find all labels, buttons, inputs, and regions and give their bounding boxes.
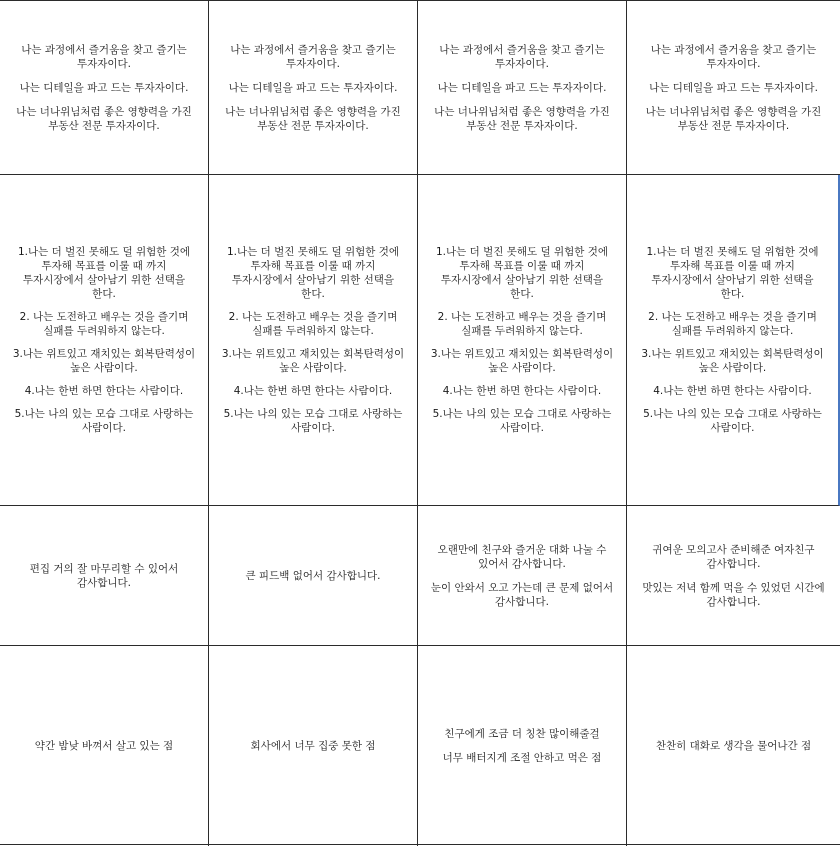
cell-paragraph: 나는 디테일을 파고 드는 투자자이다.: [19, 81, 189, 94]
cell-paragraph: 5.나는 나의 있는 모습 그대로 사랑하는 사람이다.: [432, 408, 612, 434]
table-cell[interactable]: [209, 1, 418, 175]
cell-paragraph: 3.나는 위트있고 재치있는 회복탄력성이 높은 사람이다.: [430, 348, 614, 374]
table-cell[interactable]: [627, 1, 840, 175]
cell-paragraph: 회사에서 너무 집중 못한 점: [250, 740, 376, 752]
cell-paragraph: 3.나는 위트있고 재치있는 회복탄력성이 높은 사람이다.: [12, 348, 196, 374]
cell-paragraph: 큰 피드백 없어서 감사합니다.: [245, 569, 381, 582]
table-cell[interactable]: [418, 1, 627, 175]
cell-paragraph: 찬찬히 대화로 생각을 물어나간 점: [655, 740, 812, 752]
cell-paragraph: 2. 나는 도전하고 배우는 것을 즐기며 실패를 두려워하지 않는다.: [648, 311, 817, 337]
cell-paragraph: 4.나는 한번 하면 한다는 사람이다.: [653, 385, 812, 397]
cell-paragraph: 5.나는 나의 있는 모습 그대로 사랑하는 사람이다.: [643, 408, 822, 434]
cell-paragraph: 2. 나는 도전하고 배우는 것을 즐기며 실패를 두려워하지 않는다.: [19, 311, 189, 337]
table-cell[interactable]: [0, 506, 209, 646]
cell-paragraph: 1.나는 더 벌진 못해도 덜 위험한 것에 투자해 목표를 이룰 때 까지 투자시장에서 살아남기 위한 선택을 한다.: [646, 246, 819, 300]
cell-paragraph: 나는 디테일을 파고 드는 투자자이다.: [649, 81, 818, 94]
cell-paragraph: 오랜만에 친구와 즐거운 대화 나눌 수 있어서 감사합니다.: [437, 543, 607, 570]
cell-paragraph: 2. 나는 도전하고 배우는 것을 즐기며 실패를 두려워하지 않는다.: [437, 311, 607, 337]
table-cell[interactable]: [627, 175, 840, 506]
cell-paragraph: 4.나는 한번 하면 한다는 사람이다.: [233, 385, 393, 397]
table-cell[interactable]: [209, 506, 418, 646]
cell-paragraph: 너무 배터지게 조절 안하고 먹은 점: [442, 752, 602, 764]
table-cell[interactable]: [0, 1, 209, 175]
cell-paragraph: 3.나는 위트있고 재치있는 회복탄력성이 높은 사람이다.: [221, 348, 405, 374]
cell-paragraph: 나는 너나위님처럼 좋은 영향력을 가진 부동산 전문 투자자이다.: [225, 105, 401, 132]
cell-paragraph: 4.나는 한번 하면 한다는 사람이다.: [442, 385, 602, 397]
cell-paragraph: 나는 과정에서 즐거움을 찾고 즐기는 투자자이다.: [650, 43, 817, 70]
table-cell[interactable]: [418, 175, 627, 506]
table-cell[interactable]: [209, 175, 418, 506]
cell-paragraph: 맛있는 저녁 함께 먹을 수 있었던 시간에 감사합니다.: [642, 581, 825, 608]
cell-paragraph: 4.나는 한번 하면 한다는 사람이다.: [24, 385, 184, 397]
cell-paragraph: 1.나는 더 벌진 못해도 덜 위험한 것에 투자해 목표를 이룰 때 까지 투자시장에서 살아남기 위한 선택을 한다.: [435, 246, 609, 300]
table-cell[interactable]: [627, 646, 840, 846]
cell-paragraph: 2. 나는 도전하고 배우는 것을 즐기며 실패를 두려워하지 않는다.: [228, 311, 398, 337]
cell-paragraph: 편집 거의 잘 마무리할 수 있어서 감사합니다.: [29, 562, 179, 589]
cell-paragraph: 나는 디테일을 파고 드는 투자자이다.: [228, 81, 398, 94]
cell-paragraph: 귀여운 모의고사 준비해준 여자친구 감사합니다.: [652, 543, 815, 570]
cell-paragraph: 3.나는 위트있고 재치있는 회복탄력성이 높은 사람이다.: [641, 348, 824, 374]
table-cell[interactable]: [418, 506, 627, 646]
cell-paragraph: 나는 과정에서 즐거움을 찾고 즐기는 투자자이다.: [230, 43, 396, 70]
cell-paragraph: 나는 과정에서 즐거움을 찾고 즐기는 투자자이다.: [439, 43, 605, 70]
table-cell[interactable]: [0, 175, 209, 506]
cell-paragraph: 1.나는 더 벌진 못해도 덜 위험한 것에 투자해 목표를 이룰 때 까지 투자시장에서 살아남기 위한 선택을 한다.: [17, 246, 191, 300]
cell-paragraph: 나는 너나위님처럼 좋은 영향력을 가진 부동산 전문 투자자이다.: [645, 105, 822, 132]
cell-paragraph: 친구에게 조금 더 칭찬 많이해줄걸: [444, 728, 600, 740]
cell-paragraph: 약간 밤낮 바껴서 살고 있는 점: [34, 740, 174, 752]
table-cell[interactable]: [0, 646, 209, 846]
cell-paragraph: 1.나는 더 벌진 못해도 덜 위험한 것에 투자해 목표를 이룰 때 까지 투자시장에서 살아남기 위한 선택을 한다.: [226, 246, 400, 300]
cell-paragraph: 5.나는 나의 있는 모습 그대로 사랑하는 사람이다.: [14, 408, 194, 434]
cell-paragraph: 나는 너나위님처럼 좋은 영향력을 가진 부동산 전문 투자자이다.: [434, 105, 610, 132]
cell-paragraph: 5.나는 나의 있는 모습 그대로 사랑하는 사람이다.: [223, 408, 403, 434]
cell-paragraph: 나는 디테일을 파고 드는 투자자이다.: [437, 81, 607, 94]
table-cell[interactable]: [209, 646, 418, 846]
cell-paragraph: 나는 과정에서 즐거움을 찾고 즐기는 투자자이다.: [21, 43, 187, 70]
table-cell[interactable]: [627, 506, 840, 646]
table-cell[interactable]: [418, 646, 627, 846]
cell-paragraph: 나는 너나위님처럼 좋은 영향력을 가진 부동산 전문 투자자이다.: [16, 105, 192, 132]
cell-paragraph: 눈이 안와서 오고 가는데 큰 문제 없어서 감사합니다.: [430, 581, 614, 608]
